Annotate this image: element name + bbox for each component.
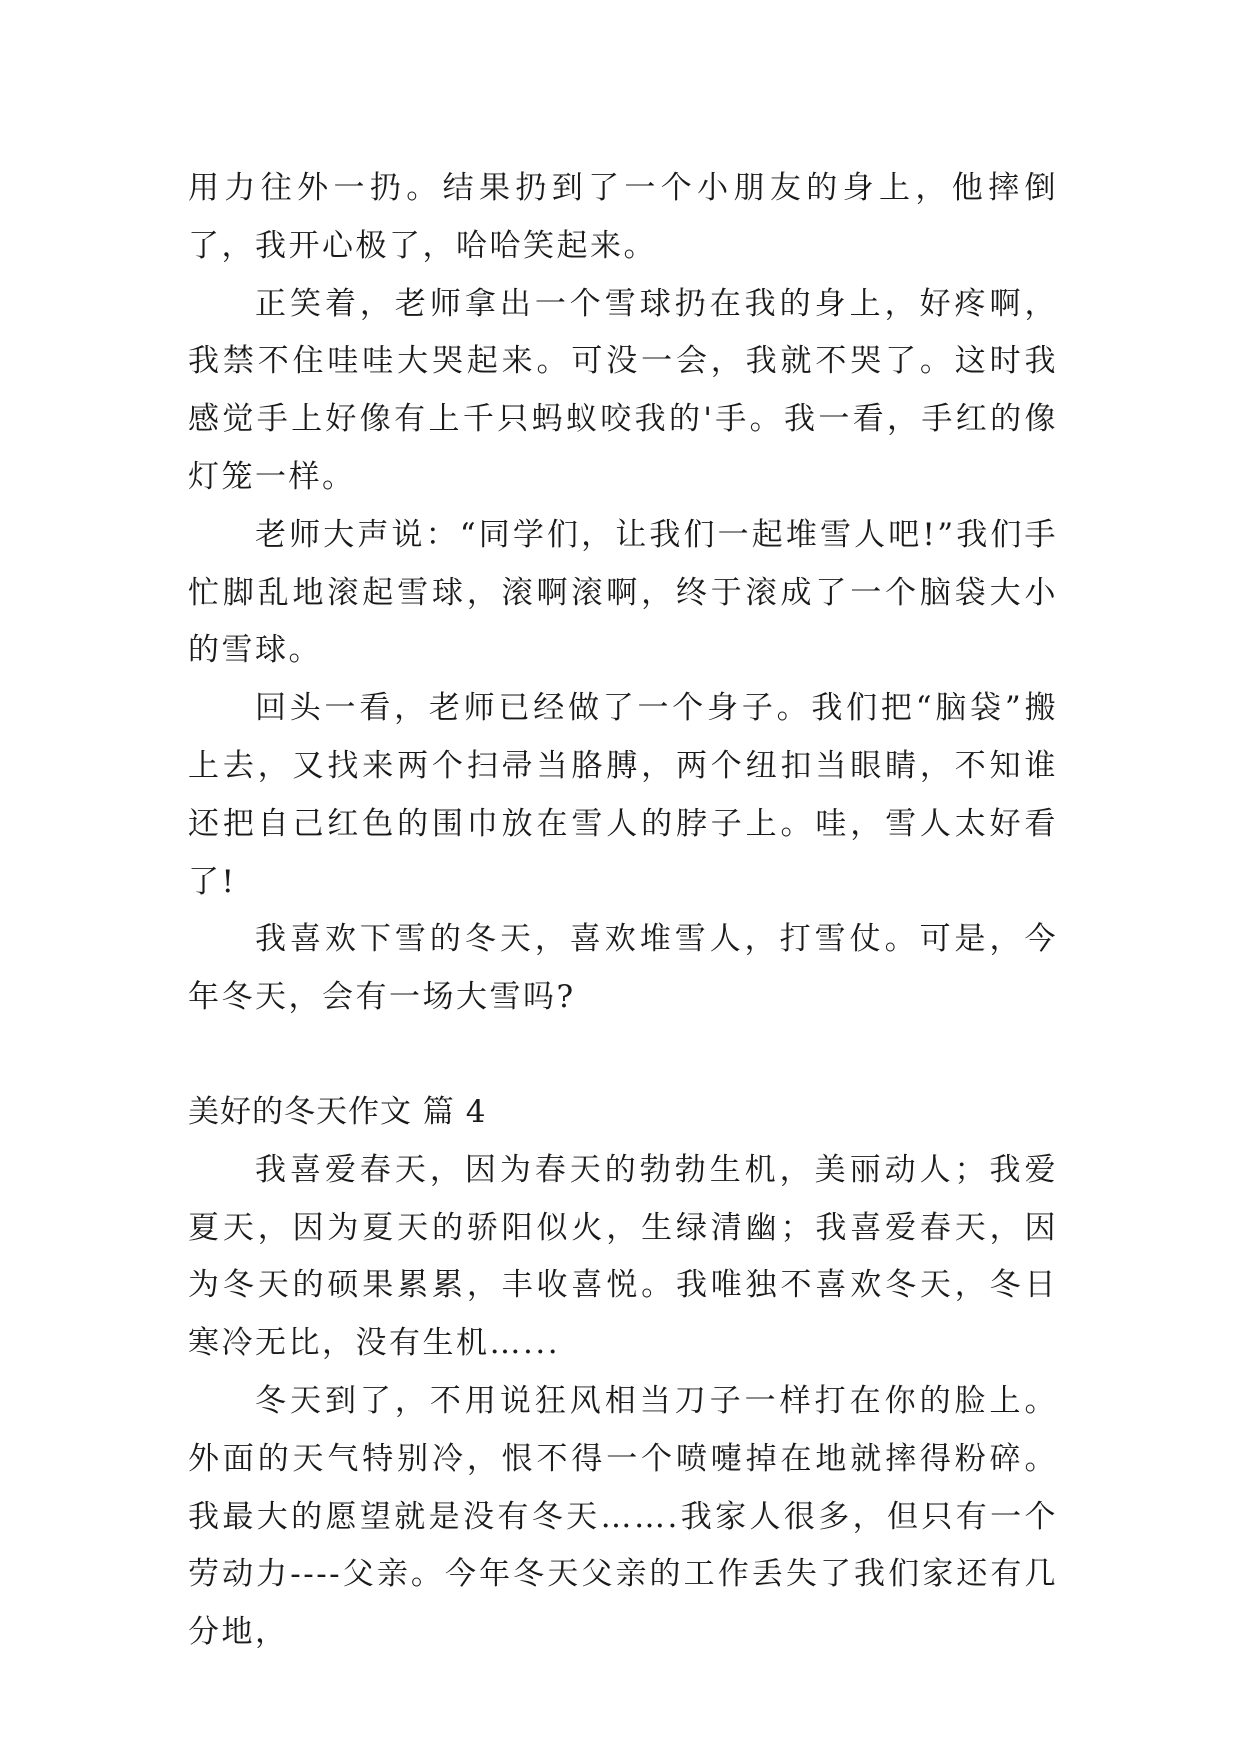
paragraph: 我喜爱春天，因为春天的勃勃生机，美丽动人；我爱夏天，因为夏天的骄阳似火，生绿清幽；我喜爱春天，因为冬天的硕果累累，丰收喜悦。我唯独不喜欢冬天，冬日寒冷无比，没有生机…... xyxy=(188,1151,1058,1362)
paragraph: 正笑着，老师拿出一个雪球扔在我的身上，好疼啊，我禁不住哇哇大哭起来。可没一会，我就不哭了。这时我感觉手上好像有上千只蚂蚁咬我的'手。我一看，手红的像灯笼一样。 xyxy=(188,285,1058,495)
paragraph: 我喜欢下雪的冬天，喜欢堆雪人，打雪仗。可是，今年冬天，会有一场大雪吗? xyxy=(188,921,1058,1016)
paragraph: 冬天到了，不用说狂风相当刀子一样打在你的脸上。外面的天气特别冷，恨不得一个喷嚏掉在地就摔得粉碎。我最大的愿望就是没有冬天…….我家人很多，但只有一个劳动力----父亲。今年冬天父亲的工作丢失了我们家还有几分地， xyxy=(188,1382,1058,1651)
paragraph: 老师大声说：“同学们，让我们一起堆雪人吧!”我们手忙脚乱地滚起雪球，滚啊滚啊，终于滚成了一个脑袋大小的雪球。 xyxy=(188,516,1058,669)
document-body xyxy=(188,160,1058,1662)
section-title: 美好的冬天作文 篇 4 xyxy=(188,1093,487,1130)
paragraph: 回头一看，老师已经做了一个身子。我们把“脑袋”搬上去，又找来两个扫帚当胳膊，两个纽扣当眼睛，不知谁还把自己红色的围巾放在雪人的脖子上。哇，雪人太好看了! xyxy=(188,690,1058,900)
paragraph: 用力往外一扔。结果扔到了一个小朋友的身上，他摔倒了，我开心极了，哈哈笑起来。 xyxy=(188,170,1058,264)
paragraphs-after xyxy=(188,1142,1058,1662)
paragraphs-before xyxy=(188,160,1058,1027)
